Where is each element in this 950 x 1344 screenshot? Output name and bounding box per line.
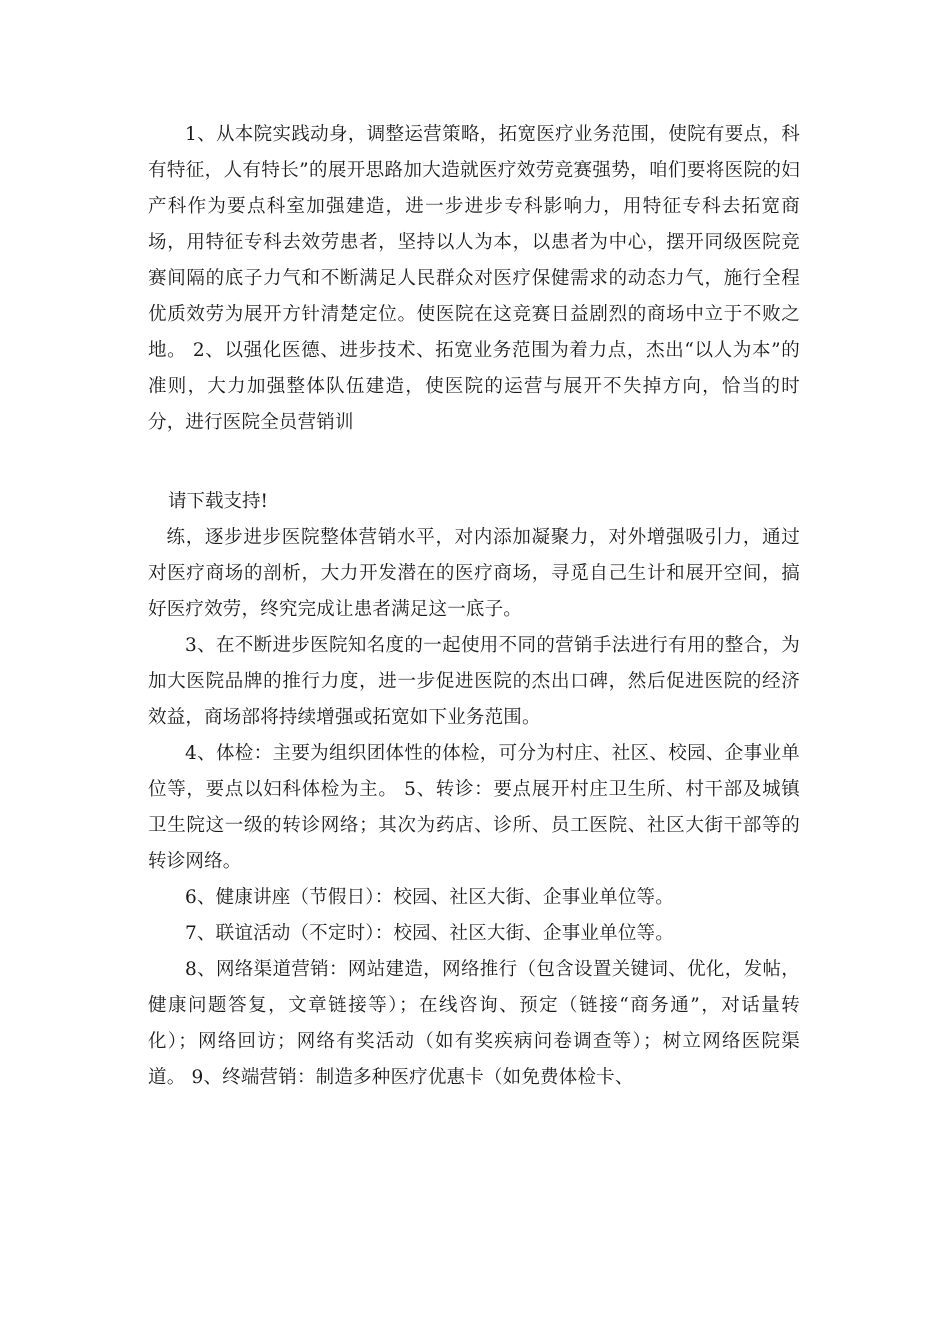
paragraph-7: 8、网络渠道营销：网站建造，网络推行（包含设置关键词、优化，发帖，健康问题答复，文章链接等）；在线咨询、预定（链接“商务通”，对话量转化）；网络回访；网络有奖活动（如有奖疾病问卷调查等）；树立网络医院渠道。 9、终端营销：制造多种医疗优惠卡（如免费体检卡、 bbox=[148, 959, 800, 1088]
paragraph-2: 练，逐步进步医院整体营销水平，对内添加凝聚力，对外增强吸引力，通过对医疗商场的剖析，大力开发潜在的医疗商场，寻觅自己生计和展开空间，搞好医疗效劳，终究完成让患者满足这一底子。 bbox=[148, 527, 800, 620]
paragraph-4: 4、体检：主要为组织团体性的体检，可分为村庄、社区、校园、企事业单位等，要点以妇科体检为主。 5、转诊：要点展开村庄卫生所、村干部及城镇卫生院这一级的转诊网络；其次为药店、诊所、员工医院、社区大街干部等的转诊网络。 bbox=[148, 743, 800, 872]
download-note: 请下载支持! bbox=[168, 491, 268, 512]
paragraph-6: 7、联谊活动（不定时）：校园、社区大街、企事业单位等。 bbox=[185, 923, 674, 944]
paragraph-1: 1、从本院实践动身，调整运营策略，拓宽医疗业务范围，使院有要点，科有特征，人有特长”的展开思路加大造就医疗效劳竞赛强势，咱们要将医院的妇产科作为要点科室加强建造，进一步进步专科影响力，用特征专科去拓宽商场，用特征专科去效劳患者，坚持以人为本，以患者为中心，摆开同级医院竞赛间隔的底子力气和不断满足人民群众对医疗保健需求的动态力气，施行全程优质效劳为展开方针清楚定位。使医院在这竞赛日益剧烈的商场中立于不败之地。 2、以强化医德、进步技术、拓宽业务范围为着力点，杰出“以人为本”的准则，大力加强整体队伍建造，使医院的运营与展开不失掉方向，恰当的时分，进行医院全员营销训 bbox=[148, 124, 800, 433]
text-block-top bbox=[148, 117, 800, 441]
paragraph-3: 3、在不断进步医院知名度的一起使用不同的营销手法进行有用的整合，为加大医院品牌的推行力度，进一步促进医院的杰出口碑，然后促进医院的经济效益，商场部将持续增强或拓宽如下业务范围。 bbox=[148, 635, 800, 728]
paragraph-5: 6、健康讲座（节假日）：校园、社区大街、企事业单位等。 bbox=[185, 887, 674, 908]
text-block-bottom bbox=[148, 520, 800, 1096]
